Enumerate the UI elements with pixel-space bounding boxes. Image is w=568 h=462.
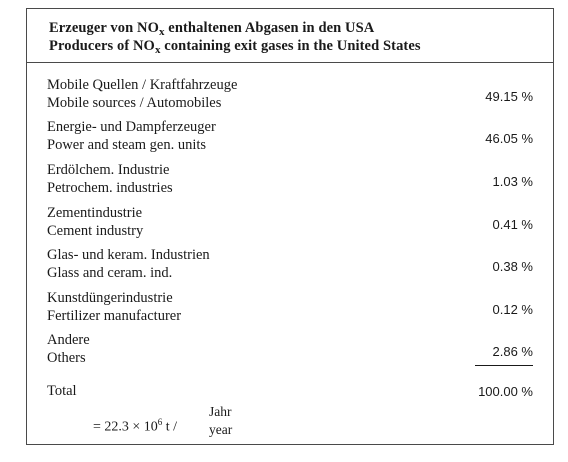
fraction-numerator: Jahr bbox=[209, 404, 232, 419]
row-value: 0.41 % bbox=[492, 217, 533, 232]
table-row bbox=[47, 119, 533, 155]
subscript-x: x bbox=[154, 44, 161, 56]
table-row bbox=[47, 290, 533, 326]
row-value: 49.15 % bbox=[485, 89, 533, 104]
row-label-english: Petrochem. industries bbox=[47, 180, 173, 196]
nox-producers-table bbox=[26, 8, 554, 445]
sum-rule bbox=[475, 365, 533, 366]
fraction-denominator: year bbox=[209, 422, 233, 437]
row-label-german: Erdölchem. Industrie bbox=[47, 162, 170, 178]
annual-total-formula bbox=[93, 404, 293, 443]
row-value: 2.86 % bbox=[492, 344, 533, 359]
row-label-german: Glas- und keram. Industrien bbox=[47, 247, 210, 263]
row-label-english: Others bbox=[47, 350, 86, 366]
row-value: 0.38 % bbox=[492, 259, 533, 274]
formula-exponent: 6 bbox=[157, 417, 163, 427]
row-label-english: Mobile sources / Automobiles bbox=[47, 95, 222, 111]
table-header bbox=[27, 9, 553, 63]
table-row bbox=[47, 162, 533, 198]
table-row bbox=[47, 205, 533, 241]
row-label-german: Kunstdüngerindustrie bbox=[47, 290, 173, 306]
table-row bbox=[47, 247, 533, 283]
row-label-english: Cement industry bbox=[47, 223, 144, 239]
formula-expression: = $22.3 \times 10^6$ t / bbox=[93, 417, 178, 435]
table-row bbox=[47, 332, 533, 368]
table-row bbox=[47, 77, 533, 113]
row-label-english: Glass and ceram. ind. bbox=[47, 265, 173, 281]
row-label-german: Energie- und Dampferzeuger bbox=[47, 119, 216, 135]
row-label-german: Zementindustrie bbox=[47, 205, 143, 221]
title-german: Erzeuger von $NO_x$ enthaltenen Abgasen in den USA bbox=[49, 20, 375, 38]
total-value: 100.00 % bbox=[478, 384, 533, 399]
subscript-x: x bbox=[158, 26, 165, 38]
total-label: Total bbox=[47, 383, 77, 399]
row-value: 0.12 % bbox=[492, 302, 533, 317]
row-value: 1.03 % bbox=[492, 174, 533, 189]
total-row bbox=[47, 383, 533, 403]
unit-fraction bbox=[203, 404, 243, 440]
row-value: 46.05 % bbox=[485, 131, 533, 146]
row-label-english: Power and steam gen. units bbox=[47, 137, 207, 153]
row-label-german: Mobile Quellen / Kraftfahrzeuge bbox=[47, 77, 238, 93]
title-english: Producers of $NO_x$ containing exit gases in the United States bbox=[49, 38, 421, 56]
row-label-german: Andere bbox=[47, 332, 90, 348]
row-label-english: Fertilizer manufacturer bbox=[47, 308, 182, 324]
